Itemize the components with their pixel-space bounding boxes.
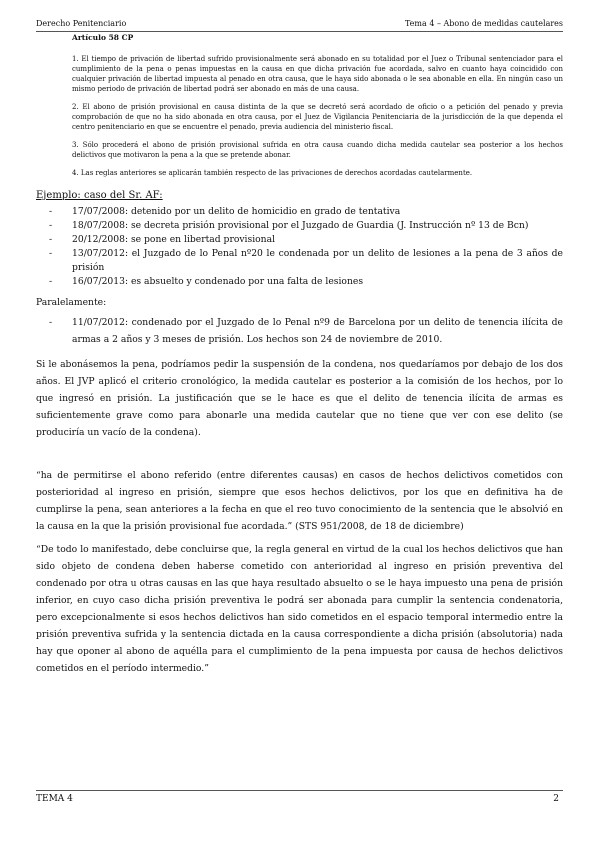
example-heading: Ejemplo: caso del Sr. AF: [36,190,163,201]
header-course-title: Derecho Penitenciario [36,19,127,28]
header-topic-title: Tema 4 – Abono de medidas cautelares [404,19,563,28]
timeline-item: - 20/12/2008: se pone en libertad provisional [36,233,563,247]
footer-topic-label: TEMA 4 [36,794,73,804]
timeline-item: - 17/07/2008: detenido por un delito de homicidio en grado de tentativa [36,205,563,219]
timeline-item: - 18/07/2008: se decreta prisión provisional por el Juzgado de Guardia (J. Instrucción nº 13 de Bcn) [36,219,563,233]
article-58-block [36,33,563,178]
page-content [36,33,563,681]
page-header [36,17,563,32]
article-paragraph-3: 3. Sólo procederá el abono de prisión provisional sufrida en otra causa cuando dicha medida cautelar sea posterior a los hechos delictivos que motivaron la pena a la que se pretende abonar. [72,141,563,159]
analysis-paragraph: Si le abonásemos la pena, podríamos pedir la suspensión de la condena, nos quedaríamos por debajo de los dos años. El JVP aplicó el criterio cronológico, la medida cautelar es posterior a la comisión de los hechos, por lo que ingresó en prisión. La justificación que se le hace es que el delito de tenencia ilícita de armas es suficientemente grave como para abonarle una medida cautelar que no tiene que ver con ese delito (se produciría un vacío de la condena). [36,359,563,438]
page-number: 2 [553,794,559,804]
spacer [36,441,563,467]
paralelamente-label: Paralelamente: [36,297,107,308]
example-timeline-list [36,205,563,289]
article-paragraph-2: 2. El abono de prisión provisional en causa distinta de la que se decretó será acordado de oficio o a petición del penado y previa comprobación de que no ha sido abonada en otra causa, por el Juez de Vigilancia Penitenciaria de la jurisdicción de la que dependa el centro penitenciario en que se encuentre el penado, previa audiencia del ministerio fiscal. [72,103,563,131]
article-paragraph-4: 4. Las reglas anteriores se aplicarán también respecto de las privaciones de derechos acordadas cautelarmente. [72,169,473,177]
timeline-item: - 16/07/2013: es absuelto y condenado por una falta de lesiones [36,275,563,289]
timeline-item: - 11/07/2012: condenado por el Juzgado de lo Penal nº9 de Barcelona por un delito de tenencia ilícita de armas a 2 años y 3 meses de prisión. Los hechos son 24 de noviembre de 2010. [36,314,563,348]
jurisprudence-quote-1: “ha de permitirse el abono referido (entre diferentes causas) en casos de hechos delictivos cometidos con posterioridad al ingreso en prisión, siempre que esos hechos delictivos, por los que en definitiva ha de cumplirse la pena, sean anteriores a la fecha en que el reo tuvo conocimiento de la sentencia que le absolvió en la causa en la que la prisión provisional fue acordada.” (STS 951/2008, de 18 de diciembre) [36,470,563,532]
timeline-item: - 13/07/2012: el Juzgado de lo Penal nº20 le condenada por un delito de lesiones a la pena de 3 años de prisión [36,247,563,275]
article-title: Artículo 58 CP [72,33,134,42]
page-footer [36,790,563,807]
article-paragraph-1: 1. El tiempo de privación de libertad sufrido provisionalmente será abonado en su totalidad por el Juez o Tribunal sentenciador para el cumplimiento de la pena o penas impuestas en la causa en que dicha privación fue acordada, salvo en cuanto haya coincidido con cualquier privación de libertad impuesta al penado en otra causa, que le haya sido abonada o le sea abonable en ella. En ningún caso un mismo periodo de privación de libertad podrá ser abonado en más de una causa. [72,55,563,93]
parallel-timeline-list [36,314,563,348]
jurisprudence-quote-2: “De todo lo manifestado, debe concluirse que, la regla general en virtud de la cual los hechos delictivos que han sido objeto de condena deben haberse cometido con anterioridad al ingreso en prisión preventiva del condenado por otra u otras causas en las que haya resultado absuelto o se le haya impuesto una pena de prisión inferior, en cuyo caso dicha prisión preventiva le podrá ser abonada para cumplir la sentencia condenatoria, pero excepcionalmente si esos hechos delictivos han sido cometidos en el espacio temporal intermedio entre la prisión preventiva sufrida y la sentencia dictada en la causa correspondiente a dicha prisión (absolutoria) nada hay que oponer al abono de aquélla para el cumplimiento de la pena impuesta por causa de hechos delictivos cometidos en el período intermedio.” [36,544,563,674]
